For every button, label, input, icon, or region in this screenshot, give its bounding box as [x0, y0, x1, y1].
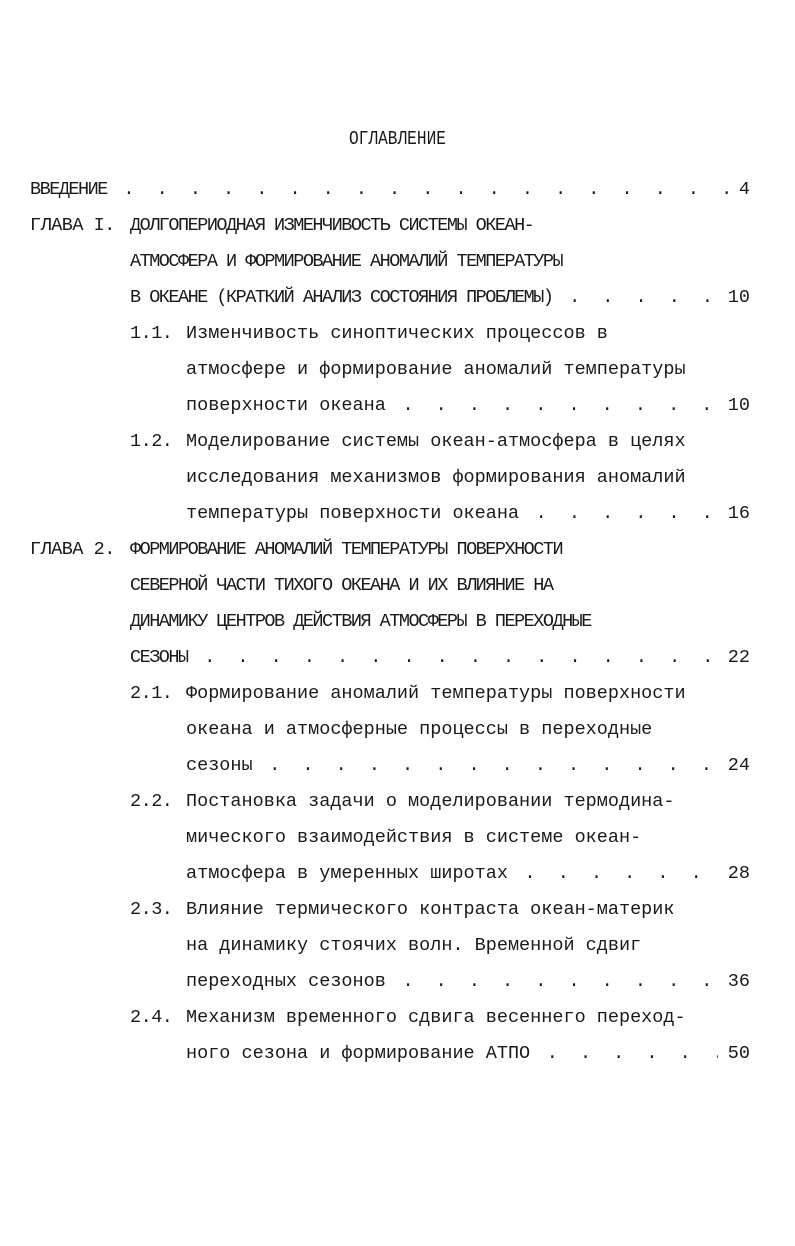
page-number: 28: [718, 856, 750, 892]
page-number: 4: [729, 172, 750, 208]
toc-entry[interactable]: [0, 532, 795, 676]
toc-entry[interactable]: [0, 424, 795, 532]
entry-title-text: ного сезона и формирование АТПО . . .: [186, 1036, 750, 1072]
toc-line: [0, 748, 795, 784]
page-number: 10: [718, 280, 750, 316]
section-number: 2.1.: [130, 683, 173, 704]
toc-line: [0, 856, 795, 892]
entry-title-text: Механизм временного сдвига весеннего переход-: [186, 1007, 686, 1028]
toc-line: [0, 316, 795, 352]
section-number: 1.2.: [130, 431, 173, 452]
entry-title-text: Изменчивость синоптических процессов в: [186, 323, 608, 344]
section-number: 1.1.: [130, 323, 173, 344]
toc-line: [0, 496, 795, 532]
entry-title-text: сезоны . . .: [186, 748, 750, 784]
entry-title-text: В ОКЕАНЕ (КРАТКИЙ АНАЛИЗ СОСТОЯНИЯ ПРОБЛЕМЫ) . . .: [130, 280, 750, 316]
entry-title-text: на динамику стоячих волн. Временной сдвиг: [186, 935, 642, 956]
toc-entry[interactable]: [0, 676, 795, 784]
entry-title-text: исследования механизмов формирования аномалий: [186, 467, 686, 488]
toc-entry[interactable]: [0, 784, 795, 892]
entry-title-text: СЕЗОНЫ . . .: [130, 640, 750, 676]
toc-line: [0, 928, 795, 964]
toc-line: [0, 208, 795, 244]
toc-line: [0, 568, 795, 604]
page-number: 50: [718, 1036, 750, 1072]
toc-line: [0, 1036, 795, 1072]
toc-line: [0, 892, 795, 928]
entry-title-text: ВВЕДЕНИЕ . . .: [30, 172, 750, 208]
entry-title-text: температуры поверхности океана . . .: [186, 496, 750, 532]
toc-line: [0, 1000, 795, 1036]
chapter-label: ГЛАВА I.: [30, 215, 115, 236]
entry-title-text: поверхности океана . . .: [186, 388, 750, 424]
entry-title-text: атмосфере и формирование аномалий температуры: [186, 359, 686, 380]
toc-line: [0, 532, 795, 568]
entry-title-text: ДОЛГОПЕРИОДНАЯ ИЗМЕНЧИВОСТЬ СИСТЕМЫ ОКЕАН-: [130, 215, 534, 236]
entry-title-text: атмосфера в умеренных широтах . . .: [186, 856, 750, 892]
table-of-contents: [0, 172, 795, 1072]
entry-title-text: Постановка задачи о моделировании термодина-: [186, 791, 675, 812]
entry-title-text: переходных сезонов . . .: [186, 964, 750, 1000]
page-number: 16: [718, 496, 750, 532]
entry-title-text: океана и атмосферные процессы в переходные: [186, 719, 653, 740]
entry-title-text: Влияние термического контраста океан-материк: [186, 899, 675, 920]
toc-line: [0, 712, 795, 748]
page-number: 10: [718, 388, 750, 424]
entry-title-text: ФОРМИРОВАНИЕ АНОМАЛИЙ ТЕМПЕРАТУРЫ ПОВЕРХНОСТИ: [130, 539, 563, 560]
toc-line: [0, 352, 795, 388]
entry-title-text: мического взаимодействия в системе океан-: [186, 827, 642, 848]
toc-line: [0, 388, 795, 424]
page-number: 22: [718, 640, 750, 676]
section-number: 2.4.: [130, 1007, 173, 1028]
page-title: ОГЛАВЛЕНИЕ: [349, 128, 446, 150]
toc-line: [0, 784, 795, 820]
toc-line: [0, 640, 795, 676]
page-number: 36: [718, 964, 750, 1000]
entry-title-text: ДИНАМИКУ ЦЕНТРОВ ДЕЙСТВИЯ АТМОСФЕРЫ В ПЕРЕХОДНЫЕ: [130, 611, 591, 632]
toc-line: [0, 244, 795, 280]
toc-entry[interactable]: [0, 892, 795, 1000]
page-number: 24: [718, 748, 750, 784]
toc-entry[interactable]: [0, 1000, 795, 1072]
entry-title-text: Формирование аномалий температуры поверхности: [186, 683, 686, 704]
toc-entry[interactable]: [0, 208, 795, 316]
toc-line: [0, 964, 795, 1000]
toc-line: [0, 604, 795, 640]
entry-title-text: АТМОСФЕРА И ФОРМИРОВАНИЕ АНОМАЛИЙ ТЕМПЕРАТУРЫ: [130, 251, 563, 272]
toc-line: [0, 676, 795, 712]
toc-line: [0, 172, 795, 208]
toc-line: [0, 424, 795, 460]
toc-line: [0, 280, 795, 316]
section-number: 2.2.: [130, 791, 173, 812]
entry-title-text: СЕВЕРНОЙ ЧАСТИ ТИХОГО ОКЕАНА И ИХ ВЛИЯНИЕ НА: [130, 575, 553, 596]
chapter-label: ГЛАВА 2.: [30, 539, 115, 560]
toc-entry[interactable]: [0, 172, 795, 208]
toc-line: [0, 460, 795, 496]
entry-title-text: Моделирование системы океан-атмосфера в целях: [186, 431, 686, 452]
toc-entry[interactable]: [0, 316, 795, 424]
section-number: 2.3.: [130, 899, 173, 920]
toc-line: [0, 820, 795, 856]
